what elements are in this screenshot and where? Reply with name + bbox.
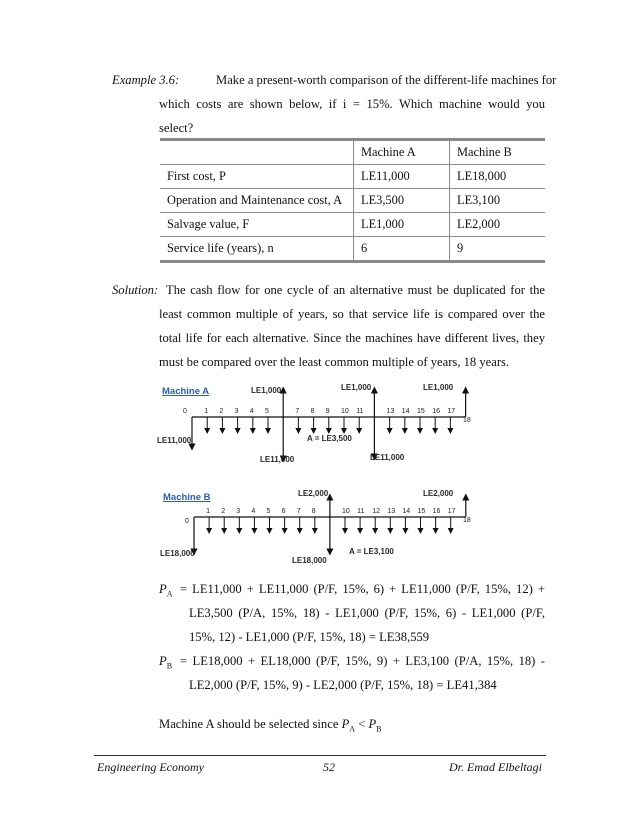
diagram-a-first-cost-12: LE11,000 xyxy=(370,453,405,462)
diagram-b-tick-label: 16 xyxy=(432,508,441,515)
table-header-cell: Machine A xyxy=(354,140,450,165)
diagram-a-tick-label: 15 xyxy=(417,408,425,415)
diagram-a-zero-tick: 0 xyxy=(183,408,187,415)
diagram-b-tick-label: 7 xyxy=(296,508,301,515)
diagram-b-first-cost-9: LE18,000 xyxy=(292,556,327,565)
diagram-a-tick-label: 10 xyxy=(341,408,349,415)
diagram-a-first-cost-0: LE11,000 xyxy=(157,436,192,445)
diagram-a-first-cost-6: LE11,000 xyxy=(260,455,295,464)
diagram-b-salvage-1: LE2,000 xyxy=(298,489,329,498)
pb-line-1: = LE18,000 + EL18,000 (P/F, 15%, 9) + LE3,100 (P/A, 15%, 18) - xyxy=(180,654,545,668)
solution-line-4: must be compared over the least common multiple of years, 18 years. xyxy=(159,355,510,369)
diagram-b-tick-label: 17 xyxy=(447,508,456,515)
diagram-a-salvage-3: LE1,000 xyxy=(423,383,454,392)
diagram-a-tick-label: 3 xyxy=(234,408,239,415)
diagram-b-tick-label: 11 xyxy=(357,508,365,515)
diagram-a-annual: A = LE3,500 xyxy=(307,434,352,443)
diagram-a-tick-label: 8 xyxy=(310,408,315,415)
table-header-cell xyxy=(160,140,354,165)
diagram-b-tick-label: 3 xyxy=(236,508,241,515)
solution-line-1: The cash flow for one cycle of an alternative must be duplicated for the xyxy=(166,283,545,297)
table-cell: LE3,500 xyxy=(354,189,450,213)
conclusion: Machine A should be selected since $P_A < P_B$ xyxy=(159,717,382,734)
example-line-2: which costs are shown below, if i = 15%. Which machine would you xyxy=(159,97,545,111)
diagram-a-tick-label: 5 xyxy=(265,408,269,415)
diagram-b-tick-label: 8 xyxy=(311,508,316,515)
diagram-b-tick-label: 14 xyxy=(402,508,411,515)
table-row xyxy=(160,165,545,189)
diagram-a-tick-label: 7 xyxy=(295,408,300,415)
table-cell: First cost, P xyxy=(160,165,354,189)
diagram-b-tick-label: 4 xyxy=(251,508,256,515)
diagram-a-tick-label: 11 xyxy=(356,408,364,415)
table-cell: LE2,000 xyxy=(450,213,546,237)
pb-symbol: $P_B$ xyxy=(159,654,173,671)
diagram-b-zero-tick: 0 xyxy=(185,518,189,525)
solution-line-3: total life for each alternative. Since the machines have different lives, they xyxy=(159,331,545,345)
example-line-1: Make a present-worth comparison of the different-life machines for xyxy=(216,73,557,87)
table-cell: 6 xyxy=(354,237,450,262)
diagram-a-salvage-1: LE1,000 xyxy=(251,386,282,395)
table-row xyxy=(160,189,545,213)
machine-spec-table xyxy=(160,138,545,263)
table-cell: LE18,000 xyxy=(450,165,546,189)
table-cell: Operation and Maintenance cost, A xyxy=(160,189,354,213)
diagram-b-title: Machine B xyxy=(163,492,211,503)
diagram-a-title: Machine A xyxy=(162,386,210,397)
diagram-a-tick-label: 1 xyxy=(204,408,209,415)
diagram-a-tick-label: 2 xyxy=(219,408,224,415)
table-header-row xyxy=(160,140,545,165)
diagram-a-tick-label: 9 xyxy=(325,408,330,415)
diagram-a-tick-label: 17 xyxy=(447,408,456,415)
table-row xyxy=(160,237,545,262)
table-cell: 9 xyxy=(450,237,546,262)
footer-right: Dr. Emad Elbeltagi xyxy=(449,760,542,774)
table-header-cell: Machine B xyxy=(450,140,546,165)
solution-line-2: least common multiple of years, so that service life is compared over the xyxy=(159,307,545,321)
solution-label: Solution: xyxy=(112,283,159,297)
example-label: Example 3.6: xyxy=(112,73,180,87)
diagram-b-tick-label: 12 xyxy=(372,508,380,515)
diagram-b-first-cost-0: LE18,000 xyxy=(160,549,195,558)
diagram-b-tick-label: 1 xyxy=(206,508,211,515)
diagram-a-end-tick: 18 xyxy=(463,417,471,424)
pa-line-3: 15%, 12) - LE1,000 (P/F, 15%, 18) = LE38,559 xyxy=(189,630,430,644)
pa-line-1: = LE11,000 + LE11,000 (P/F, 15%, 6) + LE11,000 (P/F, 15%, 12) + xyxy=(180,582,545,596)
diagram-b-end-tick: 18 xyxy=(463,517,471,524)
cash-flow-diagram-a xyxy=(150,380,480,470)
cash-flow-diagram-b xyxy=(150,486,480,566)
diagram-a-tick-label: 4 xyxy=(249,408,254,415)
diagram-b-tick-label: 15 xyxy=(417,508,426,515)
table-cell: Service life (years), n xyxy=(160,237,354,262)
diagram-b-tick-label: 10 xyxy=(342,508,350,515)
table-cell: Salvage value, F xyxy=(160,213,354,237)
diagram-b-tick-label: 5 xyxy=(266,508,271,515)
footer-page-number: 52 xyxy=(323,760,335,774)
diagram-b-tick-label: 13 xyxy=(387,508,396,515)
pa-line-2: LE3,500 (P/A, 15%, 18) - LE1,000 (P/F, 15%, 6) - LE1,000 (P/F, xyxy=(189,606,545,620)
table-cell: LE1,000 xyxy=(354,213,450,237)
diagram-a-tick-label: 13 xyxy=(386,408,395,415)
diagram-a-tick-label: 14 xyxy=(401,408,410,415)
diagram-b-tick-label: 6 xyxy=(281,508,286,515)
diagram-a-tick-label: 16 xyxy=(432,408,440,415)
pa-symbol: $P_A$ xyxy=(159,582,173,599)
diagram-b-annual: A = LE3,100 xyxy=(349,547,394,556)
diagram-a-salvage-2: LE1,000 xyxy=(341,383,372,392)
table-cell: LE3,100 xyxy=(450,189,546,213)
diagram-b-tick-label: 2 xyxy=(221,508,226,515)
footer-left: Engineering Economy xyxy=(97,760,204,774)
example-line-3: select? xyxy=(159,121,194,135)
diagram-b-salvage-2: LE2,000 xyxy=(423,489,454,498)
table-cell: LE11,000 xyxy=(354,165,450,189)
pb-line-2: LE2,000 (P/F, 15%, 9) - LE2,000 (P/F, 15%, 18) = LE41,384 xyxy=(189,678,497,692)
table-row xyxy=(160,213,545,237)
footer-rule xyxy=(94,755,546,756)
